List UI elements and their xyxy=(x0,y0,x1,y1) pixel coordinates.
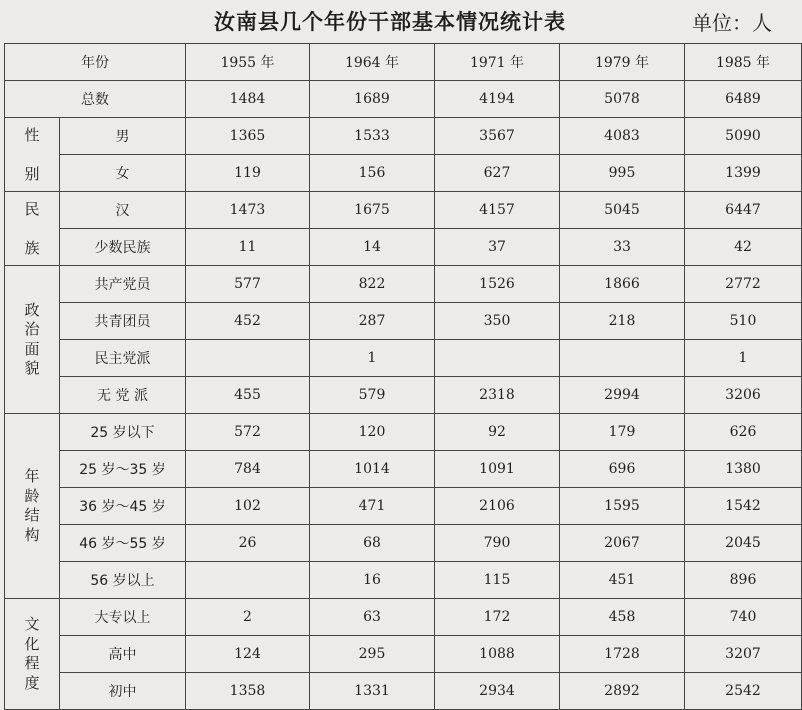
data-cell xyxy=(186,340,310,377)
category-char: 性 xyxy=(24,126,40,145)
data-cell: 995 xyxy=(560,155,685,192)
category-char: 年 xyxy=(24,467,40,485)
data-cell: 784 xyxy=(186,451,310,488)
data-cell: 1542 xyxy=(685,488,802,525)
data-cell: 2067 xyxy=(560,525,685,562)
category-char: 化 xyxy=(24,634,40,653)
data-cell: 579 xyxy=(310,377,435,414)
data-cell: 287 xyxy=(310,303,435,340)
table-row xyxy=(5,525,802,562)
category-char: 度 xyxy=(24,673,40,692)
data-cell: 172 xyxy=(435,599,560,636)
data-cell: 1091 xyxy=(435,451,560,488)
data-cell: 124 xyxy=(186,636,310,673)
data-cell: 2318 xyxy=(435,377,560,414)
table-row xyxy=(5,673,802,710)
year-header: 1985 年 xyxy=(685,44,802,81)
table-row xyxy=(5,192,802,229)
data-cell: 1 xyxy=(685,340,802,377)
data-cell: 119 xyxy=(186,155,310,192)
data-cell: 740 xyxy=(685,599,802,636)
table-row xyxy=(5,488,802,525)
cadre-statistics-table xyxy=(4,43,802,710)
data-cell: 350 xyxy=(435,303,560,340)
row-label: 高中 xyxy=(60,636,186,673)
data-cell xyxy=(560,340,685,377)
data-cell: 1365 xyxy=(186,118,310,155)
year-header: 1955 年 xyxy=(186,44,310,81)
data-cell: 626 xyxy=(685,414,802,451)
data-cell: 627 xyxy=(435,155,560,192)
table-row xyxy=(5,303,802,340)
category-char: 民 xyxy=(24,200,40,219)
data-cell: 218 xyxy=(560,303,685,340)
data-cell: 11 xyxy=(186,229,310,266)
table-row xyxy=(5,599,802,636)
row-label: 少数民族 xyxy=(60,229,186,266)
data-cell: 63 xyxy=(310,599,435,636)
year-header: 1979 年 xyxy=(560,44,685,81)
data-cell: 1526 xyxy=(435,266,560,303)
table-title: 汝南县几个年份干部基本情况统计表 xyxy=(214,10,566,34)
data-cell: 1088 xyxy=(435,636,560,673)
category-char: 貌 xyxy=(24,359,40,377)
data-cell: 2892 xyxy=(560,673,685,710)
row-label: 25 岁～35 岁 xyxy=(60,451,186,488)
data-cell: 42 xyxy=(685,229,802,266)
data-cell: 696 xyxy=(560,451,685,488)
data-cell: 1 xyxy=(310,340,435,377)
category-char: 面 xyxy=(24,339,40,358)
row-label: 共青团员 xyxy=(60,303,186,340)
data-cell: 1399 xyxy=(685,155,802,192)
row-label: 56 岁以上 xyxy=(60,562,186,599)
row-label: 25 岁以下 xyxy=(60,414,186,451)
data-cell: 68 xyxy=(310,525,435,562)
category-char: 结 xyxy=(24,506,40,524)
data-cell: 2934 xyxy=(435,673,560,710)
table-row xyxy=(5,451,802,488)
data-cell: 4157 xyxy=(435,192,560,229)
data-cell: 1866 xyxy=(560,266,685,303)
data-cell: 1358 xyxy=(186,673,310,710)
data-cell: 451 xyxy=(560,562,685,599)
total-row xyxy=(5,81,802,118)
data-cell: 92 xyxy=(435,414,560,451)
data-cell: 26 xyxy=(186,525,310,562)
row-label: 36 岁～45 岁 xyxy=(60,488,186,525)
total-value: 1689 xyxy=(310,81,435,118)
data-cell: 458 xyxy=(560,599,685,636)
year-header-label: 年份 xyxy=(5,44,186,81)
data-cell: 3567 xyxy=(435,118,560,155)
data-cell: 1380 xyxy=(685,451,802,488)
total-value: 5078 xyxy=(560,81,685,118)
category-char: 程 xyxy=(24,654,40,672)
row-label: 女 xyxy=(60,155,186,192)
table-row xyxy=(5,562,802,599)
data-cell: 5045 xyxy=(560,192,685,229)
row-label: 无 党 派 xyxy=(60,377,186,414)
data-cell: 3206 xyxy=(685,377,802,414)
row-label: 男 xyxy=(60,118,186,155)
category-char: 构 xyxy=(24,525,40,544)
category-char: 政 xyxy=(24,300,40,319)
data-cell: 6447 xyxy=(685,192,802,229)
unit-label: 单位：人 xyxy=(692,11,772,35)
table-row xyxy=(5,229,802,266)
data-cell: 1675 xyxy=(310,192,435,229)
total-label: 总数 xyxy=(5,81,186,118)
table-row xyxy=(5,340,802,377)
data-cell: 452 xyxy=(186,303,310,340)
data-cell: 179 xyxy=(560,414,685,451)
row-label: 大专以上 xyxy=(60,599,186,636)
category-char: 文 xyxy=(24,615,40,633)
data-cell: 1728 xyxy=(560,636,685,673)
category-label xyxy=(5,414,60,599)
data-cell: 577 xyxy=(186,266,310,303)
data-cell: 572 xyxy=(186,414,310,451)
data-cell: 1533 xyxy=(310,118,435,155)
table-row xyxy=(5,155,802,192)
table-row xyxy=(5,377,802,414)
category-char: 治 xyxy=(24,320,40,338)
category-label xyxy=(5,266,60,414)
row-label: 民主党派 xyxy=(60,340,186,377)
category-label xyxy=(5,192,60,266)
data-cell: 2106 xyxy=(435,488,560,525)
year-header: 1964 年 xyxy=(310,44,435,81)
row-label: 46 岁～55 岁 xyxy=(60,525,186,562)
table-row xyxy=(5,266,802,303)
data-cell: 2772 xyxy=(685,266,802,303)
data-cell: 120 xyxy=(310,414,435,451)
data-cell: 5090 xyxy=(685,118,802,155)
data-cell: 295 xyxy=(310,636,435,673)
category-label xyxy=(5,118,60,192)
data-cell: 156 xyxy=(310,155,435,192)
data-cell: 2994 xyxy=(560,377,685,414)
category-char: 龄 xyxy=(24,486,40,505)
row-label: 共产党员 xyxy=(60,266,186,303)
data-cell: 1595 xyxy=(560,488,685,525)
data-cell: 471 xyxy=(310,488,435,525)
data-cell: 790 xyxy=(435,525,560,562)
total-value: 6489 xyxy=(685,81,802,118)
table-row xyxy=(5,636,802,673)
category-char: 别 xyxy=(24,164,40,183)
row-label: 汉 xyxy=(60,192,186,229)
category-label xyxy=(5,599,60,710)
data-cell xyxy=(435,340,560,377)
data-cell: 3207 xyxy=(685,636,802,673)
table-row xyxy=(5,118,802,155)
data-cell: 822 xyxy=(310,266,435,303)
data-cell xyxy=(186,562,310,599)
data-cell: 2542 xyxy=(685,673,802,710)
data-cell: 455 xyxy=(186,377,310,414)
data-cell: 1473 xyxy=(186,192,310,229)
data-cell: 4083 xyxy=(560,118,685,155)
total-value: 4194 xyxy=(435,81,560,118)
category-char: 族 xyxy=(24,238,40,257)
data-cell: 896 xyxy=(685,562,802,599)
data-cell: 37 xyxy=(435,229,560,266)
data-cell: 16 xyxy=(310,562,435,599)
data-cell: 2 xyxy=(186,599,310,636)
data-cell: 1014 xyxy=(310,451,435,488)
year-header: 1971 年 xyxy=(435,44,560,81)
data-cell: 33 xyxy=(560,229,685,266)
data-cell: 1331 xyxy=(310,673,435,710)
data-cell: 2045 xyxy=(685,525,802,562)
data-cell: 14 xyxy=(310,229,435,266)
data-cell: 510 xyxy=(685,303,802,340)
row-label: 初中 xyxy=(60,673,186,710)
total-value: 1484 xyxy=(186,81,310,118)
data-cell: 115 xyxy=(435,562,560,599)
data-cell: 102 xyxy=(186,488,310,525)
header-row xyxy=(5,44,802,81)
table-row xyxy=(5,414,802,451)
